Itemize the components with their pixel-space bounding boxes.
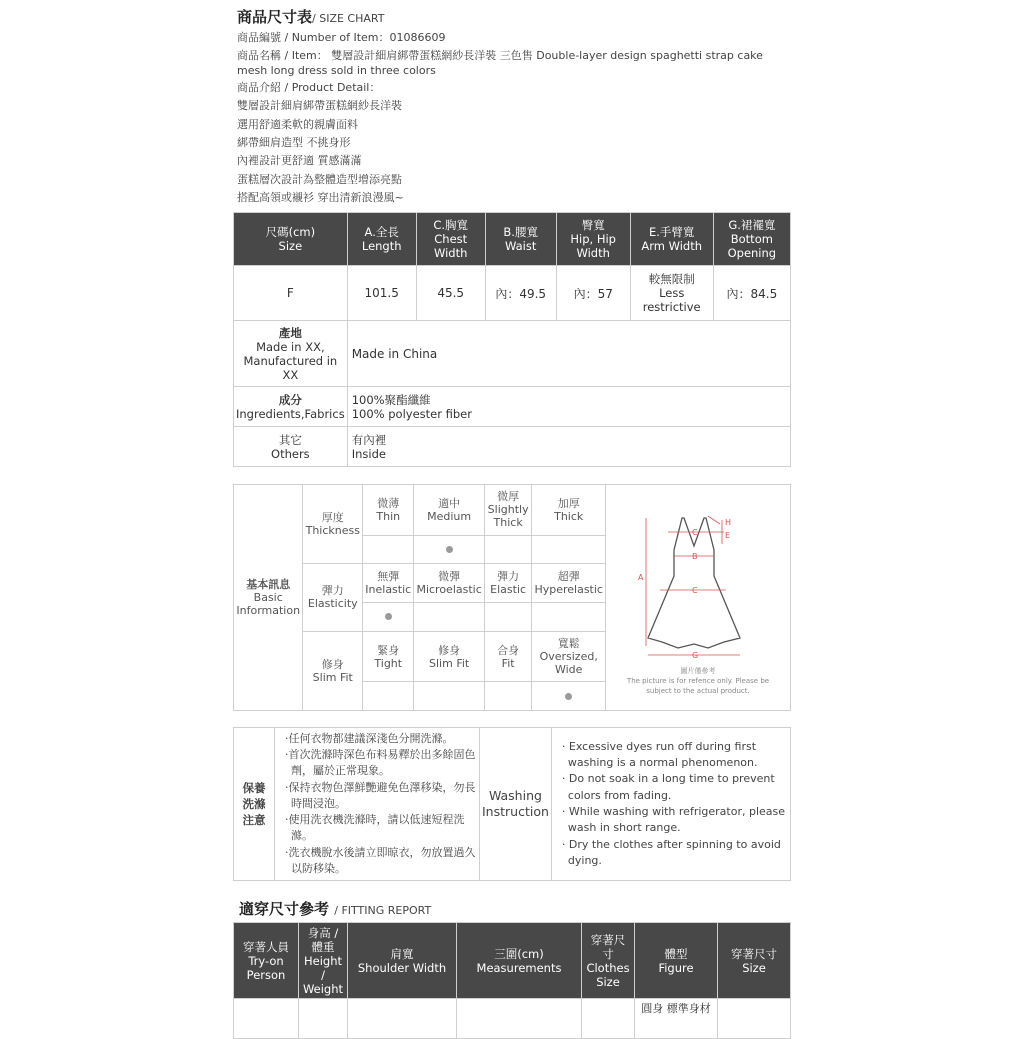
diagram-label-h: H — [725, 517, 732, 527]
col-shoulder: 肩寬 Shoulder Width — [348, 923, 457, 999]
ingredients-value: 100%聚酯纖維 100% polyester fiber — [347, 387, 790, 427]
table-row-origin — [234, 321, 791, 387]
cell-arm: 較無限制 Less restrictive — [630, 266, 713, 321]
col-clothes-size: 穿著尺 寸 Clothes Size — [582, 923, 635, 999]
table-row — [234, 266, 791, 321]
thickness-option: 適中 Medium — [414, 485, 484, 536]
table-row — [234, 999, 791, 1039]
elasticity-label: 彈力 Elasticity — [303, 564, 363, 631]
wash-item: · While washing with refrigerator, please wash in short range. — [561, 805, 786, 835]
detail-label: 商品介紹 / Product Detail： — [237, 81, 381, 94]
size-chart-title-en: / SIZE CHART — [312, 12, 385, 25]
wash-item: · Dry the clothes after spinning to avoid dying. — [561, 837, 781, 867]
thickness-value — [532, 535, 606, 564]
line-h — [708, 516, 720, 524]
thickness-value — [414, 535, 484, 564]
diagram-note: The picture is for refence only. Please be — [626, 676, 770, 685]
diagram-label-c: C — [692, 527, 698, 537]
fit-value — [414, 682, 484, 711]
cell-bottom: 內：84.5 — [713, 266, 790, 321]
elasticity-value — [532, 603, 606, 632]
diagram-label-b: B — [692, 551, 698, 561]
origin-value: Made in China — [347, 321, 790, 387]
wash-item: ·使用洗衣機洗滌時，請以低速短程洗滌。 — [285, 813, 465, 843]
size-table-header — [234, 213, 791, 266]
elasticity-option: 無彈 Inelastic — [363, 564, 414, 603]
col-height-weight: 身高 / 體重 Height / Weight — [299, 923, 348, 999]
diagram-note: 圖片僅參考 — [680, 666, 716, 675]
fit-value — [363, 682, 414, 711]
thickness-option: 微薄 Thin — [363, 485, 414, 536]
basic-info-label: 基本訊息 Basic Information — [234, 485, 303, 711]
detail-line: 蛋糕層次設計為整體造型增添亮點 — [237, 173, 402, 186]
wash-item: ·首次洗滌時深色布料易釋於出多餘固色劑，屬於正常現象。 — [285, 747, 476, 778]
fitting-report-title: 適穿尺寸參考 / FITTING REPORT — [239, 900, 432, 918]
table-row-others — [234, 427, 791, 467]
wash-item: ·任何衣物都建議深淺色分開洗滌。 — [285, 731, 454, 745]
washing-table — [233, 727, 791, 881]
fit-option: 修身 Slim Fit — [414, 631, 484, 682]
detail-line: 綁帶細肩造型 不挑身形 — [237, 136, 351, 149]
detail-line: 選用舒適柔軟的親膚面料 — [237, 118, 358, 131]
col-person: 穿著人員 Try-on Person — [234, 923, 299, 999]
col-chest: C.胸寬 Chest Width — [416, 213, 485, 266]
item-name: 商品名稱 / Item： 雙層設計細肩綁帶蛋糕網紗長洋裝 三色售 Double-layer design spaghetti strap cake mesh long dress sold in three colors — [237, 49, 763, 77]
table-row-ingredients — [234, 387, 791, 427]
thickness-option: 加厚 Thick — [532, 485, 606, 536]
dress-diagram — [608, 498, 788, 688]
selected-dot — [385, 613, 392, 620]
dress-diagram-cell — [606, 485, 791, 711]
fit-value — [532, 682, 606, 711]
basic-info-table — [233, 484, 791, 711]
fit-option: 緊身 Tight — [363, 631, 414, 682]
diagram-label-e: E — [725, 530, 731, 540]
cell-length: 101.5 — [347, 266, 416, 321]
selected-dot — [565, 693, 572, 700]
origin-label: 產地 Made in XX, Manufactured in XX — [234, 321, 348, 387]
cell-chest: 45.5 — [416, 266, 485, 321]
cell-hip: 內：57 — [556, 266, 630, 321]
size-chart-title: 商品尺寸表 — [237, 8, 313, 26]
selected-dot — [446, 546, 453, 553]
fit-label: 修身 Slim Fit — [303, 631, 363, 710]
diagram-label-a: A — [638, 572, 644, 582]
col-length: A.全長 Length — [347, 213, 416, 266]
thickness-value — [363, 535, 414, 564]
elasticity-option: 彈力 Elastic — [484, 564, 532, 603]
elasticity-option: 微彈 Microelastic — [414, 564, 484, 603]
others-value: 有內裡 Inside — [347, 427, 790, 467]
col-arm: E.手臂寬 Arm Width — [630, 213, 713, 266]
diagram-label-g: G — [692, 650, 699, 660]
fit-value — [484, 682, 532, 711]
detail-line: 雙層設計細肩綁帶蛋糕網紗長洋裝 — [237, 99, 402, 112]
wash-item: · Do not soak in a long time to prevent colors from fading. — [561, 772, 775, 802]
wash-items-en — [551, 728, 790, 881]
cell-size: F — [234, 266, 348, 321]
detail-line: 搭配高領或襯衫 穿出清新浪漫風~ — [237, 191, 404, 204]
diagram-note: subject to the actual product. — [646, 686, 750, 695]
thickness-option: 微厚 Slightly Thick — [484, 485, 532, 536]
size-table — [233, 212, 791, 467]
wash-item: · Excessive dyes run off during first washing is a normal phenomenon. — [561, 739, 758, 770]
col-bottom: G.裙襬寬 Bottom Opening — [713, 213, 790, 266]
col-waist: B.腰寬 Waist — [485, 213, 556, 266]
col-figure: 體型 Figure — [635, 923, 718, 999]
wash-label-zh: 保養 洗滌 注意 — [234, 728, 275, 881]
cell-figure: 圓身 標準身材 — [635, 999, 718, 1039]
fit-option: 合身 Fit — [484, 631, 532, 682]
wash-item: ·洗衣機脫水後請立即晾衣，勿放置過久以防移染。 — [285, 845, 476, 876]
item-number: 商品編號 / Number of Item：01086609 — [237, 31, 446, 44]
col-hip: 臀寬 Hip, Hip Width — [556, 213, 630, 266]
others-label: 其它 Others — [234, 427, 348, 467]
fit-option: 寬鬆 Oversized, Wide — [532, 631, 606, 682]
cell-waist: 內：49.5 — [485, 266, 556, 321]
elasticity-value — [363, 603, 414, 632]
thickness-value — [484, 535, 532, 564]
wash-label-en: Washing Instruction — [480, 728, 552, 881]
wash-items-zh — [275, 728, 480, 881]
elasticity-option: 超彈 Hyperelastic — [532, 564, 606, 603]
elasticity-value — [414, 603, 484, 632]
col-wear-size: 穿著尺寸 Size — [718, 923, 791, 999]
col-size: 尺碼(cm) Size — [234, 213, 348, 266]
thickness-label: 厚度 Thickness — [303, 485, 363, 564]
fitting-table — [233, 922, 791, 1039]
diagram-label-c2: C — [692, 585, 698, 595]
wash-item: ·保持衣物色澤鮮艷避免色澤移染，勿長時間浸泡。 — [285, 780, 476, 810]
col-measurements: 三圍(cm) Measurements — [457, 923, 582, 999]
elasticity-value — [484, 603, 532, 632]
fitting-header — [234, 923, 791, 999]
detail-line: 內裡設計更舒適 質感滿滿 — [237, 154, 362, 167]
ingredients-label: 成分 Ingredients,Fabrics — [234, 387, 348, 427]
page-title — [237, 6, 384, 27]
